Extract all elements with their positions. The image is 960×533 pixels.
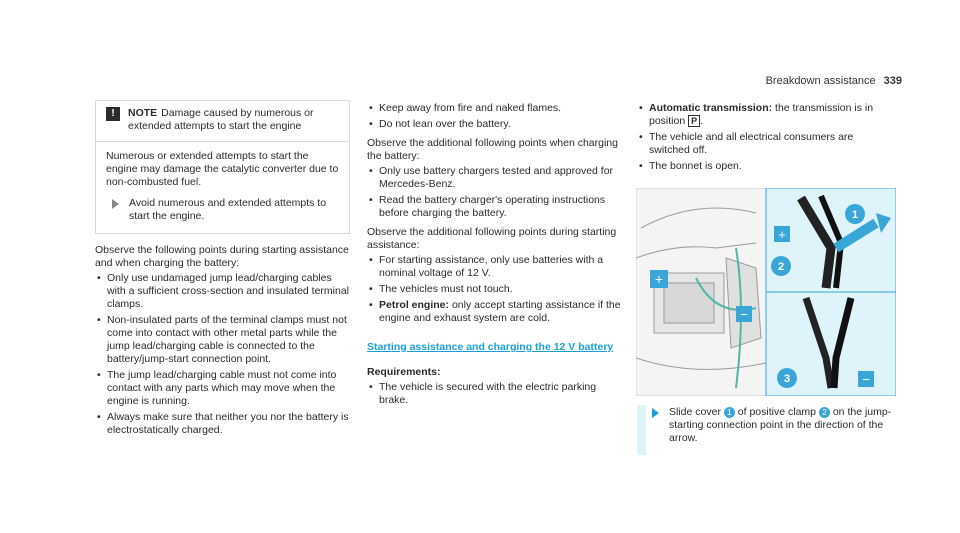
col2-list-1 (367, 102, 622, 131)
requirements-heading: Requirements: (367, 366, 441, 378)
list-item: • The vehicle is secured with the electric parking brake. (367, 381, 622, 407)
list-item: • The vehicle and all electrical consumers are switched off. (637, 131, 897, 157)
callout-ref-2: 2 (819, 407, 830, 418)
park-position-icon: P (688, 115, 700, 127)
note-divider (96, 141, 349, 142)
col2-intro-3: Observe the additional following points during starting assistance: (367, 226, 617, 251)
list-item: • Keep away from fire and naked flames. (367, 102, 622, 115)
list-item: • Read the battery charger's operating instructions before charging the battery. (367, 194, 622, 220)
action-arrow-icon (652, 408, 659, 418)
section-title: Breakdown assistance (765, 75, 876, 87)
list-item: • Always make sure that neither you nor the battery is electrostatically charged. (95, 411, 350, 437)
minus-symbol: − (862, 372, 870, 387)
note-title: NOTE (128, 107, 158, 119)
list-item: • The vehicles must not touch. (367, 283, 622, 296)
petrol-text: only accept starting assistance if the engine and exhaust system are cold. (379, 299, 621, 324)
note-summary: Damage caused by numerous or extended attempts to start the engine (128, 107, 314, 132)
note-box (95, 100, 350, 234)
note-action (106, 197, 339, 223)
callout-ref-1: 1 (724, 407, 735, 418)
svg-text:3: 3 (783, 373, 791, 385)
auto-transmission-label: Automatic transmission: (649, 102, 773, 114)
col2-list-2 (367, 165, 622, 220)
note-action-text: Avoid numerous and extended attempts to start the engine. (129, 197, 327, 222)
col3-list (637, 102, 897, 173)
plus-symbol: + (778, 227, 786, 242)
list-item: • Only use undamaged jump lead/charging cables with a sufficient cross-section and insulated terminal clamps. (95, 272, 350, 311)
auto-transmission-text: the transmission is in position (649, 102, 874, 127)
minus-symbol: − (740, 307, 748, 322)
note-header (106, 107, 339, 133)
col1-intro: Observe the following points during starting assistance and when charging the battery: (95, 244, 349, 269)
list-item: • The jump lead/charging cable must not come into contact with any parts which may move when the engine is running. (95, 369, 350, 408)
warning-icon: ! (106, 107, 120, 121)
step-highlight-bar (637, 405, 646, 455)
list-item: • Automatic transmission: the transmission is in position P . (637, 102, 897, 128)
step-text: Slide cover 1 of positive clamp 2 on the jump-starting connection point in the direction of the arrow. (669, 406, 892, 444)
list-item: • Non-insulated parts of the terminal clamps must not come into contact with other metal parts while the jump lead/charging cable is connected to the battery/jump-start connection point. (95, 314, 350, 366)
petrol-label: Petrol engine: (379, 299, 450, 311)
col2-intro-2: Observe the additional following points when charging the battery: (367, 137, 618, 162)
list-item: • The bonnet is open. (637, 160, 897, 173)
column-3 (637, 100, 897, 179)
svg-text:1: 1 (851, 209, 859, 221)
list-item: • For starting assistance, only use batteries with a nominal voltage of 12 V. (367, 254, 622, 280)
plus-symbol: + (654, 271, 664, 287)
jump-start-illustration (636, 188, 896, 396)
note-body: Numerous or extended attempts to start the engine may damage the catalytic converter due to non-combusted fuel. (106, 150, 339, 188)
list-item: • Do not lean over the battery. (367, 118, 622, 131)
list-item (367, 299, 622, 325)
instruction-step (652, 406, 897, 445)
requirements-list (367, 381, 622, 407)
starting-assistance-link[interactable]: Starting assistance and charging the 12 V battery (367, 341, 614, 353)
column-2 (367, 100, 622, 413)
column-1 (95, 100, 350, 443)
col2-list-3 (367, 254, 622, 325)
action-arrow-icon (112, 199, 119, 209)
svg-text:2: 2 (777, 261, 785, 273)
list-item: • Only use battery chargers tested and approved for Mercedes-Benz. (367, 165, 622, 191)
col1-list (95, 272, 350, 437)
page-number: 339 (883, 75, 902, 87)
page-header (766, 75, 902, 87)
